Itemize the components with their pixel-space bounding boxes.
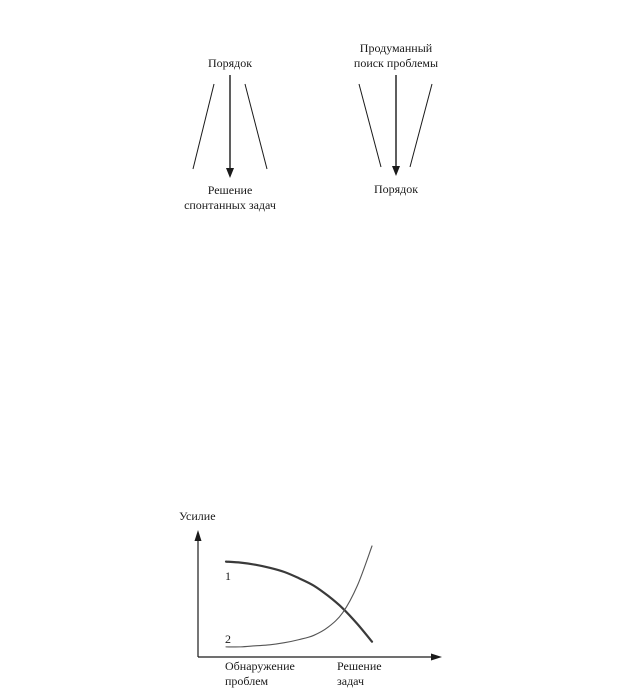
series-1-label: 1 xyxy=(225,569,231,583)
y-axis xyxy=(195,530,202,657)
x-tick-label-problem-solving-line2: задач xyxy=(337,674,365,688)
left-diagram-top-label: Порядок xyxy=(207,56,253,70)
left-diagram-arrowhead xyxy=(226,168,234,178)
right-diagram-right-line xyxy=(410,84,432,167)
x-tick-label-problem-detection-line2: проблем xyxy=(225,674,269,688)
y-axis-label: Усилие xyxy=(179,509,216,523)
right-diagram-top-label-line1: Продуманный xyxy=(359,41,433,55)
x-axis-arrowhead xyxy=(431,654,442,661)
left-diagram-bottom-label-line2: спонтанных задач xyxy=(184,198,276,212)
right-diagram-top-label-line2: поиск проблемы xyxy=(353,56,439,70)
left-diagram-bottom-label-line1: Решение xyxy=(207,183,253,197)
right-diagram-arrowhead xyxy=(392,166,400,176)
series-layer xyxy=(226,546,372,647)
x-tick-label-problem-detection-line1: Обнаружение xyxy=(225,659,295,673)
series-2-curve xyxy=(226,546,372,647)
series-1-curve xyxy=(226,562,372,642)
series-2-label: 2 xyxy=(225,632,231,646)
left-diagram-bottom-label xyxy=(160,183,300,213)
y-axis-arrowhead xyxy=(195,530,202,541)
right-diagram-bottom-label: Порядок xyxy=(373,182,419,196)
right-diagram-top-label xyxy=(336,41,456,71)
left-diagram-right-line xyxy=(245,84,267,169)
right-diagram-left-line xyxy=(359,84,381,167)
left-diagram xyxy=(193,75,267,178)
x-tick-label-problem-solving xyxy=(337,659,382,689)
x-tick-label-problem-solving-line1: Решение xyxy=(337,659,382,673)
right-diagram xyxy=(359,75,432,176)
left-diagram-left-line xyxy=(193,84,214,169)
x-tick-label-problem-detection xyxy=(225,659,295,689)
